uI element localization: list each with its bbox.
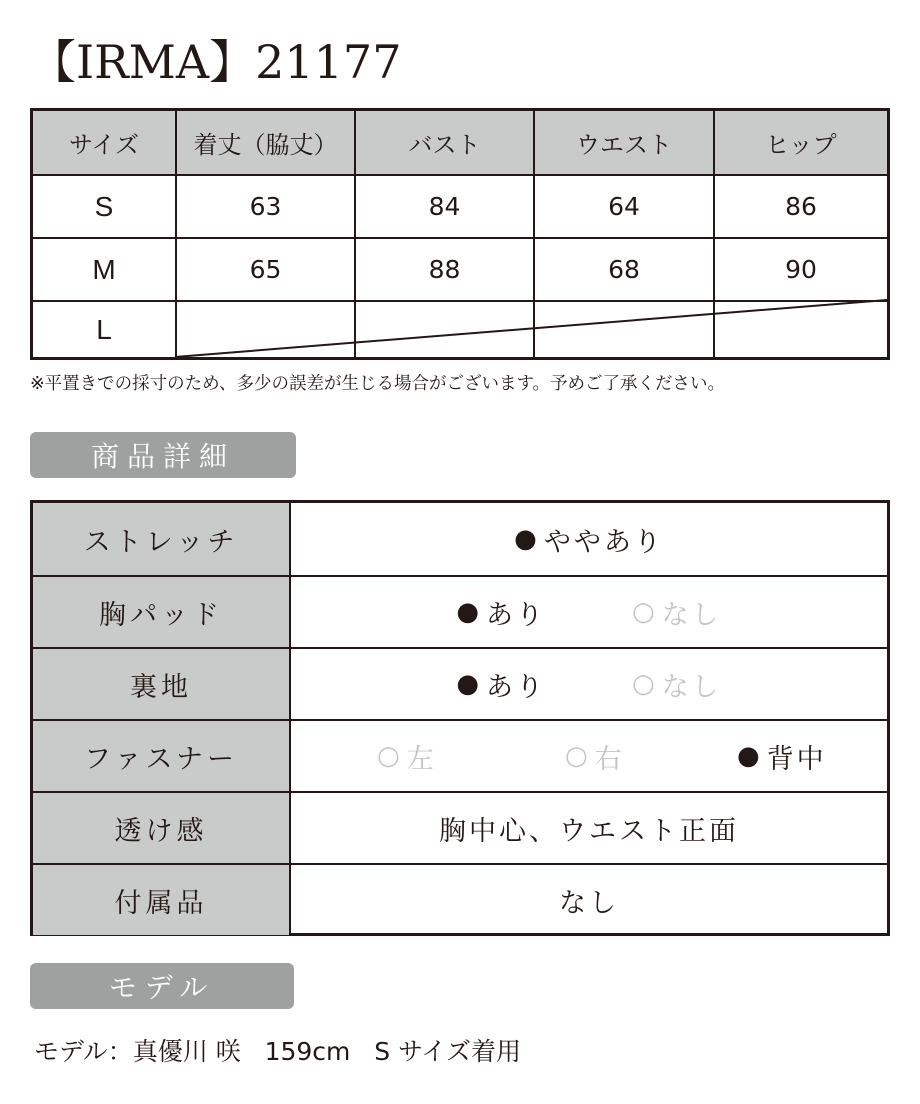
detail-value xyxy=(291,503,887,575)
detail-row-stretch xyxy=(33,503,887,575)
filled-circle-icon: ● xyxy=(514,524,540,554)
detail-value: なし xyxy=(559,887,619,919)
detail-label: 透け感 xyxy=(33,793,291,863)
size-row-l xyxy=(33,300,887,357)
zipper-option-left xyxy=(377,721,437,791)
size-row-s xyxy=(33,174,887,237)
bust-value: 84 xyxy=(354,176,533,237)
model-height: 159cm xyxy=(264,1037,351,1066)
detail-label: ストレッチ xyxy=(33,503,291,575)
detail-row-bra-pad xyxy=(33,575,887,647)
empty-circle-icon: ○ xyxy=(377,741,403,771)
size-row-m xyxy=(33,237,887,300)
empty-circle-icon: ○ xyxy=(632,597,658,627)
length-value: 65 xyxy=(175,239,354,300)
option-label: なし xyxy=(661,671,722,703)
header-bust: バスト xyxy=(354,111,533,174)
detail-row-accessories xyxy=(33,863,887,935)
option-label: ややあり xyxy=(543,526,664,558)
size-label: S xyxy=(94,190,114,222)
option-label: 背中 xyxy=(766,743,827,775)
hip-value xyxy=(713,302,887,357)
size-table-header xyxy=(33,111,887,174)
filled-circle-icon: ● xyxy=(456,669,482,699)
header-hip: ヒップ xyxy=(713,111,887,174)
header-length: 着丈（脇丈） xyxy=(175,111,354,174)
model-section-heading: モデル xyxy=(30,963,294,1009)
size-table xyxy=(30,108,890,360)
hip-value: 90 xyxy=(713,239,887,300)
detail-label: 付属品 xyxy=(33,865,291,935)
waist-value: 68 xyxy=(533,239,713,300)
detail-row-lining xyxy=(33,647,887,719)
option-label: なし xyxy=(661,599,722,631)
hip-value: 86 xyxy=(713,176,887,237)
stretch-option-slight xyxy=(514,520,664,559)
zipper-option-back xyxy=(737,721,827,791)
option-label: 左 xyxy=(406,743,437,775)
option-label: あり xyxy=(486,599,546,631)
lining-option-no xyxy=(632,665,722,704)
detail-value xyxy=(291,577,887,647)
detail-label: 胸パッド xyxy=(33,577,291,647)
filled-circle-icon: ● xyxy=(737,741,763,771)
empty-circle-icon: ○ xyxy=(565,741,591,771)
header-waist: ウエスト xyxy=(533,111,713,174)
size-label: L xyxy=(96,313,112,345)
details-section-heading: 商品詳細 xyxy=(30,432,296,478)
length-value xyxy=(175,302,354,357)
option-label: あり xyxy=(486,671,546,703)
lining-option-yes xyxy=(456,665,546,704)
details-table xyxy=(30,500,890,936)
detail-value: 胸中心、ウエスト正面 xyxy=(439,815,739,847)
detail-row-zipper xyxy=(33,719,887,791)
size-label: M xyxy=(92,253,116,285)
measurement-note: ※平置きでの採寸のため、多少の誤差が生じる場合がございます。予めご了承ください。 xyxy=(30,374,726,394)
waist-value xyxy=(533,302,713,357)
model-size-worn: S サイズ着用 xyxy=(374,1037,522,1066)
model-name: 真優川 咲 xyxy=(132,1037,241,1066)
detail-label: ファスナー xyxy=(33,721,291,791)
waist-value: 64 xyxy=(533,176,713,237)
page-title: 【IRMA】21177 xyxy=(30,35,402,89)
bust-value: 88 xyxy=(354,239,533,300)
header-size: サイズ xyxy=(68,131,140,159)
detail-row-sheerness xyxy=(33,791,887,863)
option-label: 右 xyxy=(594,743,625,775)
pad-option-no xyxy=(632,593,722,632)
model-info xyxy=(34,1032,521,1068)
empty-circle-icon: ○ xyxy=(632,669,658,699)
length-value: 63 xyxy=(175,176,354,237)
model-label: モデル： xyxy=(34,1037,133,1066)
bust-value xyxy=(354,302,533,357)
zipper-option-right xyxy=(565,721,625,791)
detail-value xyxy=(291,721,887,791)
detail-label: 裏地 xyxy=(33,649,291,719)
detail-value xyxy=(291,649,887,719)
filled-circle-icon: ● xyxy=(456,597,482,627)
pad-option-yes xyxy=(456,593,546,632)
